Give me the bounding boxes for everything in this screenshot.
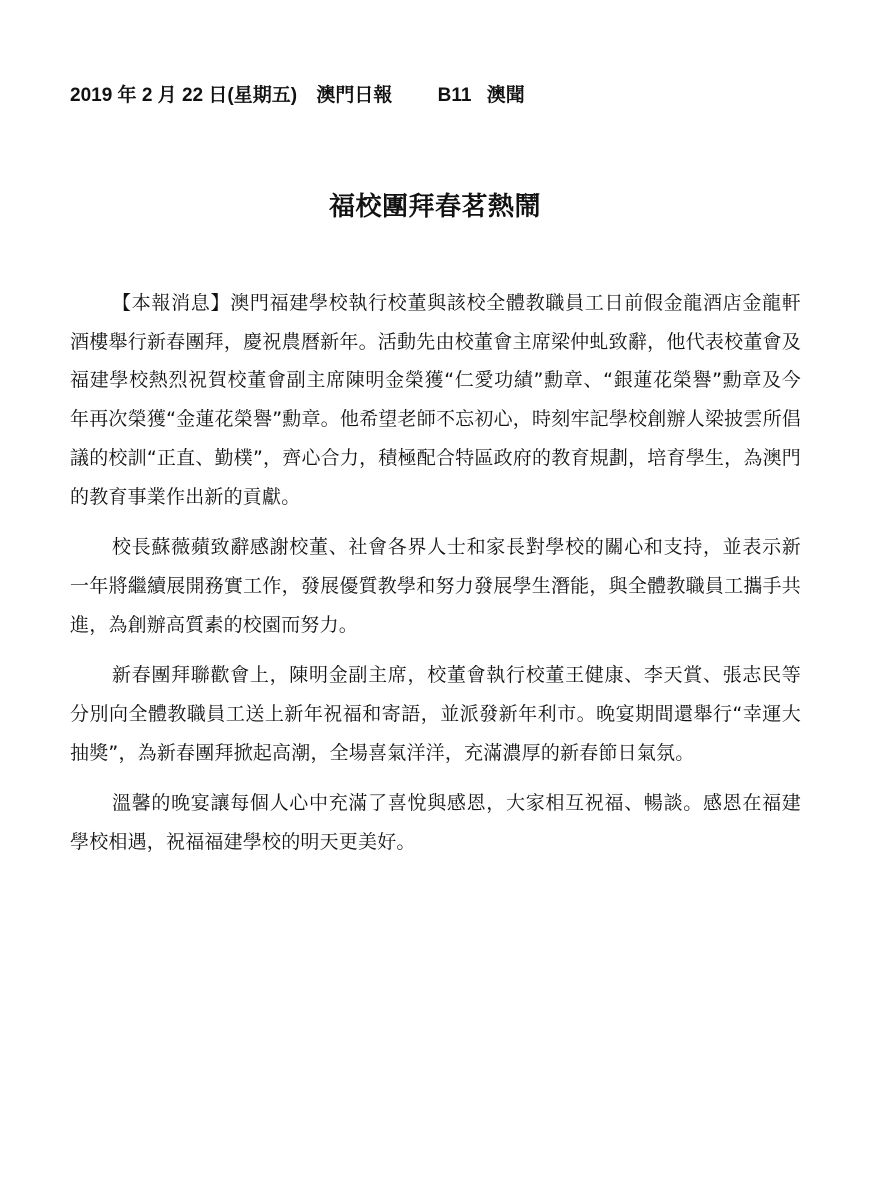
article-body [70, 284, 801, 862]
article-paragraph-4: 溫馨的晚宴讓每個人心中充滿了喜悅與感恩，大家相互祝福、暢談。感恩在福建學校相遇，祝福福建學校的明天更美好。 [70, 792, 801, 854]
article-paragraph-1: 【本報消息】澳門福建學校執行校董與該校全體教職員工日前假金龍酒店金龍軒酒樓舉行新春團拜，慶祝農曆新年。活動先由校董會主席梁仲虬致辭，他代表校董會及福建學校熱烈祝賀校董會副主席陳明金榮獲“仁愛功績”勳章、“銀蓮花榮譽”勳章及今年再次榮獲“金蓮花榮譽”勳章。他希望老師不忘初心，時刻牢記學校創辦人梁披雲所倡議的校訓“正直、勤樸”，齊心合力，積極配合特區政府的教育規劃，培育學生，為澳門的教育事業作出新的貢獻。 [70, 292, 801, 508]
publication-header [70, 80, 525, 107]
article-paragraph-2: 校長蘇薇蘋致辭感謝校董、社會各界人士和家長對學校的關心和支持，並表示新一年將繼續展開務實工作，發展優質教學和努力發展學生潛能，與全體教職員工攜手共進，為創辦高質素的校園而努力。 [70, 536, 801, 636]
newspaper-name: 澳門日報 [316, 85, 393, 106]
article-title: 福校團拜春茗熱鬧 [328, 192, 541, 222]
section-name: 澳聞 [486, 85, 525, 106]
page-number: B11 [437, 85, 472, 106]
publication-date: 2019 年 2 月 22 日(星期五) [70, 85, 298, 106]
article-paragraph-3: 新春團拜聯歡會上，陳明金副主席，校董會執行校董王健康、李天賞、張志民等分別向全體教職員工送上新年祝福和寄語，並派發新年利市。晚宴期間還舉行“幸運大抽獎”，為新春團拜掀起高潮，全場喜氣洋洋，充滿濃厚的新春節日氣氛。 [70, 664, 801, 764]
